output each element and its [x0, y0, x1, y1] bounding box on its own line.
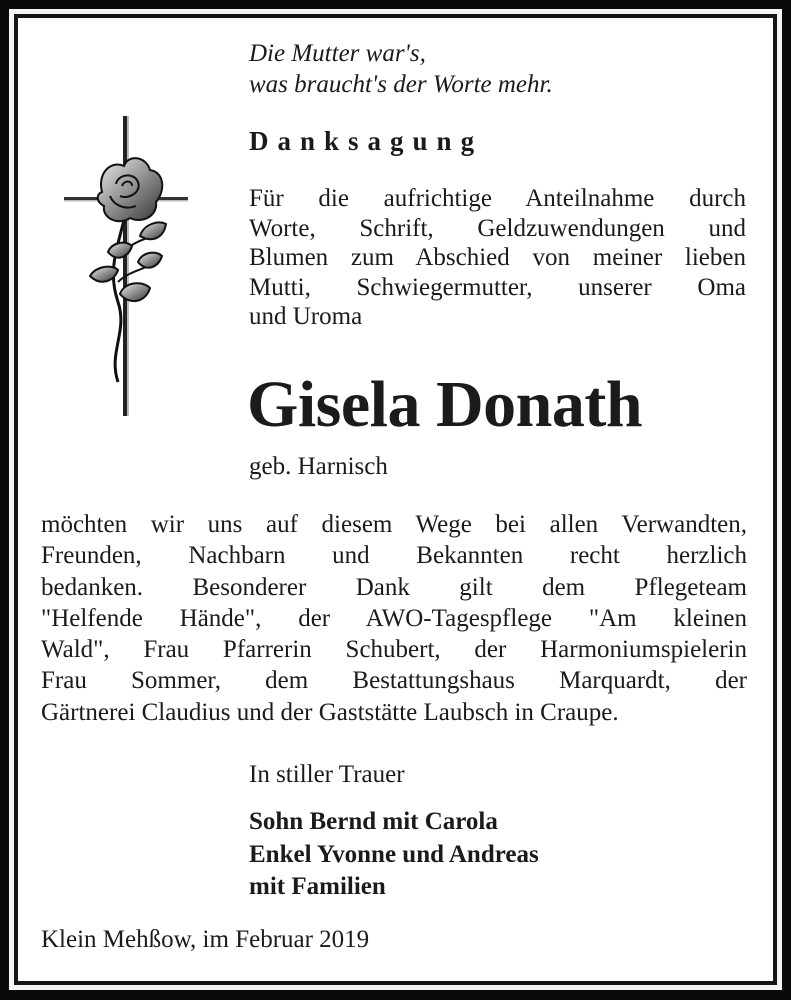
body-line: möchten wir uns auf diesem Wege bei allen Verwandten, — [41, 511, 747, 538]
motto-line: Die Mutter war's, — [249, 40, 426, 67]
deceased-name: Gisela Donath — [247, 368, 643, 441]
cross-with-rose-icon — [62, 112, 192, 420]
signer: Enkel Yvonne und Andreas — [249, 840, 539, 868]
intro-line: Mutti, Schwiegermutter, unserer Oma — [249, 273, 746, 301]
motto — [249, 38, 553, 100]
signer: Sohn Bernd mit Carola — [249, 808, 498, 835]
place-date: Klein Mehßow, im Februar 2019 — [41, 926, 370, 953]
thanks-paragraph — [41, 509, 747, 728]
motto-line: was braucht's der Worte mehr. — [249, 71, 553, 98]
body-line: Wald", Frau Pfarrerin Schubert, der Harmoniumspielerin — [41, 636, 747, 664]
body-line: Freunden, Nachbarn und Bekannten recht herzlich — [41, 542, 747, 570]
intro-line: Für die aufrichtige Anteilnahme durch — [249, 185, 746, 212]
signers-list — [249, 806, 539, 904]
notice-heading: Danksagung — [249, 126, 484, 156]
intro-line: Blumen zum Abschied von meiner lieben — [249, 244, 746, 271]
intro-paragraph — [249, 184, 746, 332]
intro-line: und Uroma — [249, 303, 363, 330]
mourning-line: In stiller Trauer — [249, 761, 405, 788]
birth-name: geb. Harnisch — [249, 453, 388, 480]
body-line: Gärtnerei Claudius und der Gaststätte Laubsch in Craupe. — [41, 698, 619, 726]
body-line: "Helfende Hände", der AWO-Tagespflege "Am kleinen — [41, 604, 747, 632]
intro-line: Worte, Schrift, Geldzuwendungen und — [249, 214, 746, 242]
signer: mit Familien — [249, 873, 386, 900]
body-line: Frau Sommer, dem Bestattungshaus Marquardt, der — [41, 667, 747, 695]
body-line: bedanken. Besonderer Dank gilt dem Pflegeteam — [41, 573, 747, 601]
